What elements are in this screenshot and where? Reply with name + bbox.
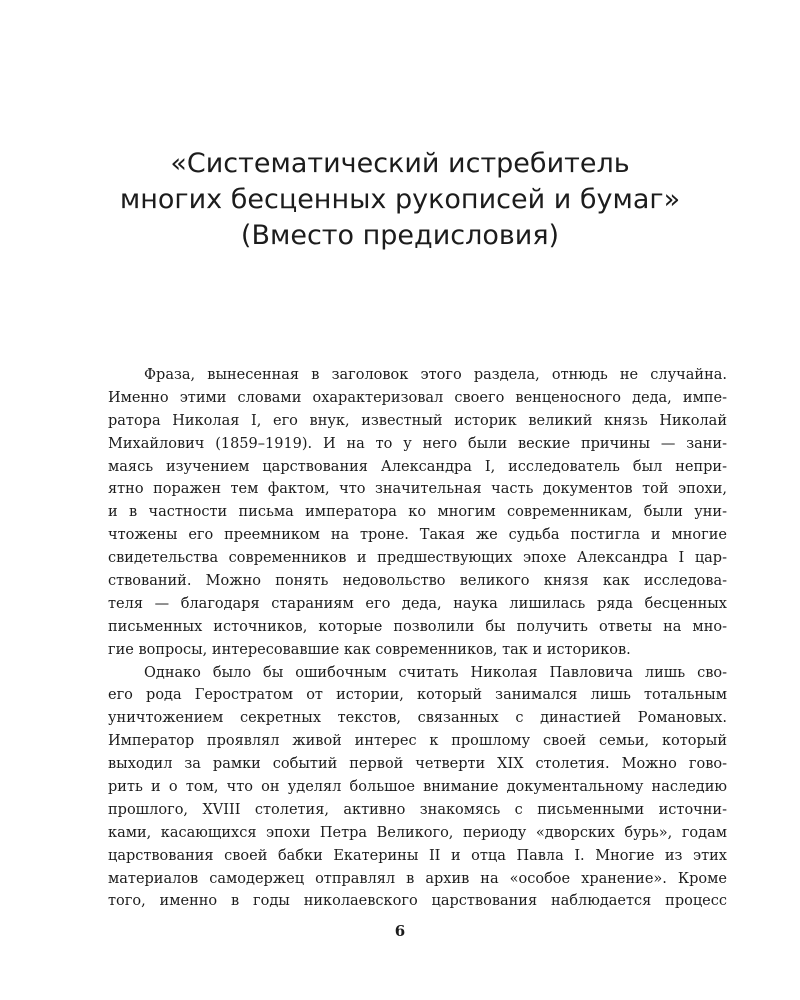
- text-line: царствования своей бабки Екатерины II и отца Павла I. Многие из этих: [108, 847, 727, 864]
- text-line: выходил за рамки событий первой четверти XIX столетия. Можно гово-: [108, 756, 727, 773]
- text-line: ками, касающихся эпохи Петра Великого, периоду «дворских бурь», годам: [108, 824, 727, 841]
- text-line: рить и о том, что он уделял большое внимание документальному наследию: [108, 779, 727, 796]
- text-line: ствований. Можно понять недовольство великого князя как исследова-: [108, 573, 727, 590]
- text-line: и в частности письма императора ко многим современникам, были уни-: [108, 504, 727, 521]
- text-line: Михайлович (1859–1919). И на то у него были веские причины — зани-: [108, 435, 727, 452]
- text-line: ратора Николая I, его внук, известный историк великий князь Николай: [108, 412, 727, 429]
- text-line: маясь изучением царствования Александра I, исследователь был непри-: [108, 458, 727, 475]
- body-text: [108, 364, 727, 913]
- text-line: того, именно в годы николаевского царствования наблюдается процесс: [108, 893, 727, 910]
- text-line: Однако было бы ошибочным считать Николая Павловича лишь сво-: [144, 664, 727, 681]
- section-title-line-1: «Систематический истребитель: [170, 148, 630, 179]
- text-line: ятно поражен тем фактом, что значительная часть документов той эпохи,: [108, 481, 727, 498]
- text-line: свидетельства современников и предшествующих эпохе Александра I цар-: [108, 550, 727, 567]
- text-line: теля — благодаря стараниям его деда, наука лишилась ряда бесценных: [108, 595, 727, 612]
- text-line: уничтожением секретных текстов, связанных с династией Романовых.: [108, 710, 727, 727]
- text-line: гие вопросы, интересовавшие как современников, так и историков.: [108, 641, 631, 658]
- text-line: Именно этими словами охарактеризовал своего венценосного деда, импе-: [108, 389, 727, 406]
- section-title-subtitle: (Вместо предисловия): [240, 220, 560, 251]
- section-title-line-2: многих бесценных рукописей и бумаг»: [119, 184, 681, 215]
- text-line: Император проявлял живой интерес к прошлому своей семьи, который: [108, 733, 727, 750]
- section-title: [60, 146, 740, 254]
- text-line: письменных источников, которые позволили бы получить ответы на мно-: [108, 618, 727, 635]
- paragraph-1: [108, 364, 727, 662]
- text-line: материалов самодержец отправлял в архив на «особое хранение». Кроме: [108, 870, 727, 887]
- text-line: его рода Геростратом от истории, который занимался лишь тотальным: [108, 687, 727, 704]
- text-line: прошлого, XVIII столетия, активно знакомясь с письменными источни-: [108, 801, 727, 818]
- page-number: 6: [394, 922, 406, 940]
- paragraph-2: [108, 662, 727, 914]
- text-line: чтожены его преемником на троне. Такая же судьба постигла и многие: [108, 527, 727, 544]
- text-line: Фраза, вынесенная в заголовок этого раздела, отнюдь не случайна.: [144, 367, 727, 383]
